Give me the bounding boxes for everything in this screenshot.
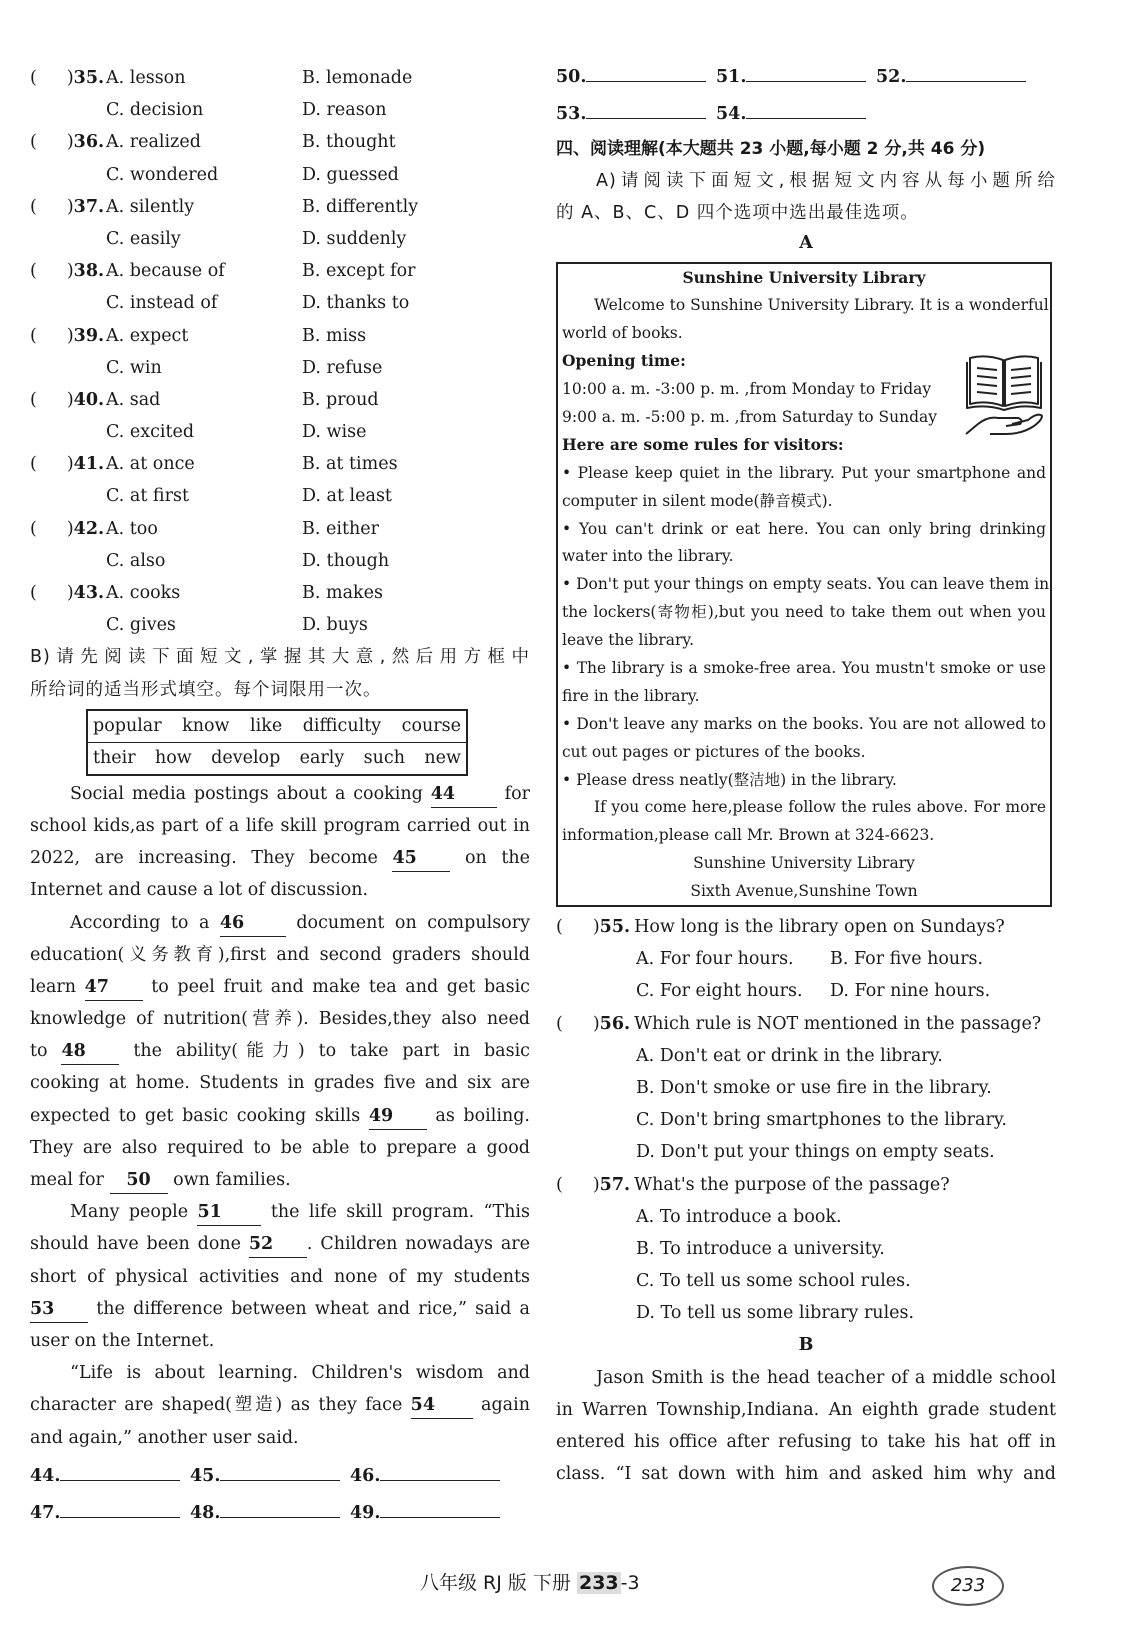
blank-44: 44 [431, 783, 497, 808]
word-box-word: early [299, 747, 345, 768]
option-d: D. at least [302, 486, 392, 507]
answer-paren[interactable] [30, 320, 104, 352]
rule-line: cut out pages or pictures of the books. [562, 742, 866, 761]
text-line: According to a 46 document on compulsory [30, 907, 530, 939]
notice-text: Welcome to Sunshine University Library. It is a wonderful [594, 296, 1049, 315]
rule-line: computer in silent mode(静音模式). [562, 491, 833, 510]
option-b: B. either [302, 518, 379, 539]
paren-close: ) [66, 68, 74, 88]
paren-open: ( [30, 518, 37, 539]
question-row [30, 287, 530, 319]
rule-line: • Please keep quiet in the library. Put your smartphone and [562, 463, 1046, 482]
answer-row [30, 1458, 530, 1495]
grade-label: 八年级 RJ 版 下册 [420, 1572, 571, 1594]
paren-close: ) [66, 583, 74, 603]
paren-close: ) [66, 132, 74, 153]
page-number-badge: 233 [932, 1566, 1004, 1606]
question-57 [556, 1169, 1056, 1330]
option-b: B. Don't smoke or use fire in the library. [636, 1077, 992, 1098]
paren-close: ) [66, 518, 74, 539]
rule-line: fire in the library. [562, 686, 700, 705]
option-c: C. Don't bring smartphones to the library. [636, 1110, 1007, 1131]
right-column [556, 62, 1056, 1490]
question-number: 56. [599, 1013, 631, 1034]
question-55 [556, 911, 1056, 1008]
question-number: 57. [599, 1174, 631, 1195]
question-row [30, 384, 530, 416]
answer-paren[interactable] [30, 255, 104, 287]
option-a: A. For four hours. [636, 949, 794, 970]
option-row [556, 1104, 1056, 1136]
answer-paren[interactable] [30, 126, 104, 158]
question-row [30, 609, 530, 641]
option-b: B. lemonade [302, 68, 413, 88]
question-row [30, 191, 530, 223]
option-d: D. though [302, 550, 390, 571]
question-text: How long is the library open on Sundays? [634, 917, 1005, 938]
rule-line: water into the library. [562, 547, 734, 566]
option-a: A. realized [106, 132, 201, 153]
passage-b-label: B [798, 1335, 814, 1356]
notice-title: Sunshine University Library [682, 267, 926, 287]
option-c: C. also [106, 550, 166, 571]
rule-line: • The library is a smoke-free area. You mustn't smoke or use [562, 659, 1046, 678]
option-row [556, 1233, 1056, 1265]
question-number: 37. [73, 196, 105, 217]
blank-49: 49 [369, 1105, 427, 1130]
answer-paren[interactable] [30, 513, 104, 545]
paren-close: ) [66, 325, 74, 346]
paren-close: ) [66, 454, 74, 475]
answer-number: 53. [556, 104, 587, 124]
option-d: D. For nine hours. [830, 981, 991, 1002]
option-b: B. except for [302, 261, 416, 282]
blank-48: 48 [61, 1040, 119, 1065]
option-row [556, 1201, 1056, 1233]
word-box-word: like [250, 715, 283, 736]
option-b: B. differently [302, 196, 419, 217]
paren-open: ( [30, 261, 37, 282]
text-line: Internet and cause a lot of discussion. [30, 880, 369, 901]
page-code: 233 [578, 1572, 619, 1594]
text-line: 2022, are increasing. They become 45 on the [30, 842, 530, 874]
word-box-word: such [363, 747, 405, 768]
blank-46: 46 [220, 912, 286, 937]
option-c: C. instead of [106, 293, 218, 314]
paren-close: ) [592, 917, 600, 938]
question-row [30, 480, 530, 512]
option-c: C. excited [106, 422, 195, 443]
question-number: 40. [73, 389, 105, 410]
answer-number: 44. [30, 1465, 61, 1486]
rule-line: • Please dress neatly(整洁地) in the library. [562, 770, 897, 789]
option-d: D. suddenly [302, 228, 407, 249]
answer-paren[interactable] [30, 448, 104, 480]
question-number: 36. [73, 132, 105, 153]
paren-open: ( [30, 389, 37, 410]
part-b-instruction-2: 所给词的适当形式填空。每个词限用一次。 [30, 679, 382, 700]
paren-close: ) [592, 1013, 600, 1034]
question-row [30, 448, 530, 480]
text-line: should have been done 52 . Children nowadays are [30, 1228, 530, 1260]
answer-number: 46. [350, 1465, 381, 1486]
text-line: knowledge of nutrition(营养). Besides,they also need [30, 1009, 530, 1030]
paren-close: ) [592, 1174, 600, 1195]
answer-line[interactable] [586, 98, 706, 119]
text-line: to 48 the ability(能力) to take part in basic [30, 1035, 530, 1067]
blank-45: 45 [392, 847, 450, 872]
word-box-row-2 [88, 742, 466, 774]
paren-close: ) [66, 196, 74, 217]
answer-line[interactable] [220, 1460, 340, 1481]
option-a: A. lesson [106, 68, 186, 88]
page-suffix: -3 [620, 1572, 640, 1594]
answer-lines-right [556, 59, 1056, 133]
option-a: A. too [106, 518, 158, 539]
option-row [556, 1072, 1056, 1104]
option-b: B. thought [302, 132, 396, 153]
page-footer [420, 1568, 640, 1595]
text-line: Jason Smith is the head teacher of a middle school [596, 1367, 1056, 1388]
text-line: “Life is about learning. Children's wisdom and [70, 1363, 530, 1384]
question-number: 38. [73, 261, 105, 282]
option-row [556, 1040, 1056, 1072]
text-line: expected to get basic cooking skills 49 as boiling. [30, 1100, 530, 1132]
answer-row [30, 1495, 530, 1532]
blank-50: 50 [110, 1169, 168, 1194]
paren-open: ( [30, 196, 37, 217]
paren-open: ( [30, 132, 37, 153]
option-d: D. To tell us some library rules. [636, 1303, 915, 1324]
blank-53: 53 [30, 1298, 88, 1323]
notice-signature: Sunshine University Library [693, 854, 915, 873]
option-row [556, 1297, 1056, 1329]
blank-52: 52 [249, 1233, 307, 1258]
option-b: B. For five hours. [830, 949, 984, 970]
question-row [30, 320, 530, 352]
paren-open: ( [30, 583, 37, 603]
text-line: in Warren Township,Indiana. An eighth grade student [556, 1399, 1056, 1420]
question-row [30, 513, 530, 545]
paren-open: ( [30, 325, 37, 346]
answer-number: 52. [876, 67, 907, 87]
section-4-title: 四、阅读理解(本大题共 23 小题,每小题 2 分,共 46 分) [556, 139, 986, 159]
answer-line[interactable] [906, 61, 1026, 82]
option-c: C. wondered [106, 164, 219, 185]
word-box-word: how [154, 747, 192, 768]
question-text: Which rule is NOT mentioned in the passage? [634, 1013, 1042, 1034]
answer-lines-left [30, 1458, 530, 1532]
question-stem [556, 1169, 1056, 1201]
paren-open[interactable]: ( [556, 917, 563, 938]
text-line: 53 the difference between wheat and rice,” said a [30, 1293, 530, 1325]
question-row [30, 255, 530, 287]
question-stem [556, 911, 1056, 943]
word-box-word: their [93, 747, 136, 768]
question-row [30, 94, 530, 126]
word-box-word: new [424, 747, 461, 768]
passage-b-paragraph-4 [30, 1357, 530, 1454]
answer-row [556, 96, 1056, 133]
text-line: Social media postings about a cooking 44 for [30, 778, 530, 810]
part-b-instruction-1: B)请先阅读下面短文,掌握其大意,然后用方框中 [30, 647, 530, 668]
question-number: 39. [73, 325, 105, 346]
answer-number: 45. [190, 1465, 221, 1486]
answer-line[interactable] [380, 1497, 500, 1518]
section-4-instruction-1: A)请阅读下面短文,根据短文内容从每小题所给 [596, 171, 1056, 192]
text-line: cooking at home. Students in grades five and six are [30, 1073, 530, 1094]
option-a: A. silently [106, 196, 195, 217]
rule-line: leave the library. [562, 631, 695, 650]
option-d: D. refuse [302, 357, 383, 378]
text-line: character are shaped(塑造) as they face 54 again [30, 1389, 530, 1421]
word-box-word: course [401, 715, 461, 736]
paren-close: ) [66, 389, 74, 410]
question-stem [556, 1008, 1056, 1040]
option-b: B. To introduce a university. [636, 1238, 885, 1259]
option-a: A. Don't eat or drink in the library. [636, 1045, 943, 1066]
question-row [30, 545, 530, 577]
word-box-word: difficulty [302, 715, 382, 736]
question-number: 35. [73, 68, 105, 88]
option-a: A. because of [106, 261, 225, 282]
question-number: 42. [73, 518, 105, 539]
word-box-row-1 [88, 711, 466, 742]
open-book-on-hand-icon [964, 350, 1044, 436]
question-row [30, 352, 530, 384]
option-c: C. win [106, 357, 162, 378]
notice-text: If you come here,please follow the rules above. For more [594, 798, 1046, 817]
option-a: A. at once [106, 454, 195, 475]
text-line: entered his office after refusing to take his hat off in [556, 1432, 1056, 1453]
answer-number: 47. [30, 1502, 61, 1523]
option-a: A. expect [106, 325, 189, 346]
answer-line[interactable] [60, 1460, 180, 1481]
option-d: D. guessed [302, 164, 399, 185]
question-number: 55. [599, 917, 631, 938]
option-b: B. makes [302, 583, 383, 603]
answer-line[interactable] [60, 1497, 180, 1518]
text-line: learn 47 to peel fruit and make tea and get basic [30, 971, 530, 1003]
word-box-word: popular [93, 715, 162, 736]
answer-paren[interactable] [30, 62, 104, 94]
option-c: C. easily [106, 228, 181, 249]
text-line: and again,” another user said. [30, 1427, 299, 1448]
answer-row [556, 59, 1056, 96]
option-c: C. gives [106, 615, 176, 636]
blank-51: 51 [197, 1201, 261, 1226]
answer-line[interactable] [586, 61, 706, 82]
option-d: D. Don't put your things on empty seats. [636, 1142, 995, 1163]
text-line: school kids,as part of a life skill program carried out in [30, 815, 530, 836]
question-number: 43. [73, 583, 105, 603]
notice-address: Sixth Avenue,Sunshine Town [690, 882, 918, 901]
answer-number: 50. [556, 67, 587, 87]
option-c: C. decision [106, 100, 204, 121]
answer-line[interactable] [220, 1497, 340, 1518]
option-row [556, 1265, 1056, 1297]
rule-line: the lockers(寄物柜),but you need to take them out when you [562, 603, 1046, 622]
option-c: C. For eight hours. [636, 981, 803, 1002]
answer-line[interactable] [380, 1460, 500, 1481]
passage-b-paragraph-1 [30, 778, 530, 907]
option-d: D. reason [302, 100, 387, 121]
rules-label: Here are some rules for visitors: [562, 434, 844, 454]
question-row [30, 223, 530, 255]
answer-paren[interactable] [30, 191, 104, 223]
question-row [30, 126, 530, 158]
text-line: education(义务教育),first and second graders should [30, 944, 530, 965]
question-56 [556, 1008, 1056, 1169]
opening-time-label: Opening time: [562, 351, 686, 371]
answer-number: 54. [716, 104, 747, 124]
text-line: class. “I sat down with him and asked him why and [556, 1464, 1056, 1485]
notice-text: information,please call Mr. Brown at 324-6623. [562, 826, 935, 845]
blank-47: 47 [85, 976, 143, 1001]
answer-line[interactable] [746, 61, 866, 82]
answer-number: 51. [716, 67, 747, 87]
rule-line: • Don't put your things on empty seats. You can leave them in [562, 575, 1050, 594]
answer-number: 49. [350, 1502, 381, 1523]
blank-54: 54 [411, 1394, 473, 1419]
left-column [30, 62, 530, 1532]
answer-line[interactable] [746, 98, 866, 119]
answer-paren[interactable] [30, 577, 104, 609]
passage-b-paragraph-3 [30, 1196, 530, 1357]
question-row [30, 159, 530, 191]
notice-text: world of books. [562, 324, 683, 343]
option-row [556, 1136, 1056, 1168]
question-row [30, 577, 530, 609]
option-c: C. at first [106, 486, 189, 507]
option-a: A. cooks [106, 583, 181, 603]
paren-open: ( [30, 68, 37, 88]
question-row [30, 416, 530, 448]
question-text: What's the purpose of the passage? [634, 1174, 950, 1195]
option-b: B. miss [302, 325, 367, 346]
text-line: short of physical activities and none of my students [30, 1266, 530, 1287]
cloze-question-list [30, 62, 530, 641]
option-row [556, 943, 1056, 975]
passage-b-paragraph-2 [30, 907, 530, 1197]
answer-number: 48. [190, 1502, 221, 1523]
passage-a-label: A [799, 232, 813, 253]
word-box-word: know [182, 715, 230, 736]
option-d: D. buys [302, 615, 368, 636]
text-line: Many people 51 the life skill program. “This [30, 1196, 530, 1228]
option-a: A. sad [106, 389, 161, 410]
option-b: B. proud [302, 389, 379, 410]
word-box [86, 709, 468, 776]
paren-open[interactable]: ( [556, 1013, 563, 1034]
text-line: meal for 50 own families. [30, 1164, 530, 1196]
library-notice [556, 262, 1052, 907]
answer-paren[interactable] [30, 384, 104, 416]
option-b: B. at times [302, 454, 398, 475]
option-d: D. thanks to [302, 293, 410, 314]
text-line: They are also required to be able to prepare a good [30, 1137, 530, 1158]
option-d: D. wise [302, 422, 367, 443]
paren-open: ( [30, 454, 37, 475]
paren-open[interactable]: ( [556, 1174, 563, 1195]
paren-close: ) [66, 261, 74, 282]
option-row [556, 975, 1056, 1007]
question-number: 41. [73, 454, 105, 475]
opening-time-weekend: 9:00 a. m. -5:00 p. m. ,from Saturday to Sunday [562, 408, 938, 427]
option-c: C. To tell us some school rules. [636, 1271, 911, 1292]
section-4-instruction-2: 的 A、B、C、D 四个选项中选出最佳选项。 [556, 203, 919, 224]
rule-line: • Don't leave any marks on the books. You are not allowed to [562, 714, 1046, 733]
question-row [30, 62, 530, 94]
text-line: user on the Internet. [30, 1330, 215, 1351]
word-box-word: develop [211, 747, 281, 768]
option-a: A. To introduce a book. [636, 1206, 842, 1227]
opening-time-weekday: 10:00 a. m. -3:00 p. m. ,from Monday to Friday [562, 380, 932, 399]
rule-line: • You can't drink or eat here. You can only bring drinking [562, 519, 1046, 538]
